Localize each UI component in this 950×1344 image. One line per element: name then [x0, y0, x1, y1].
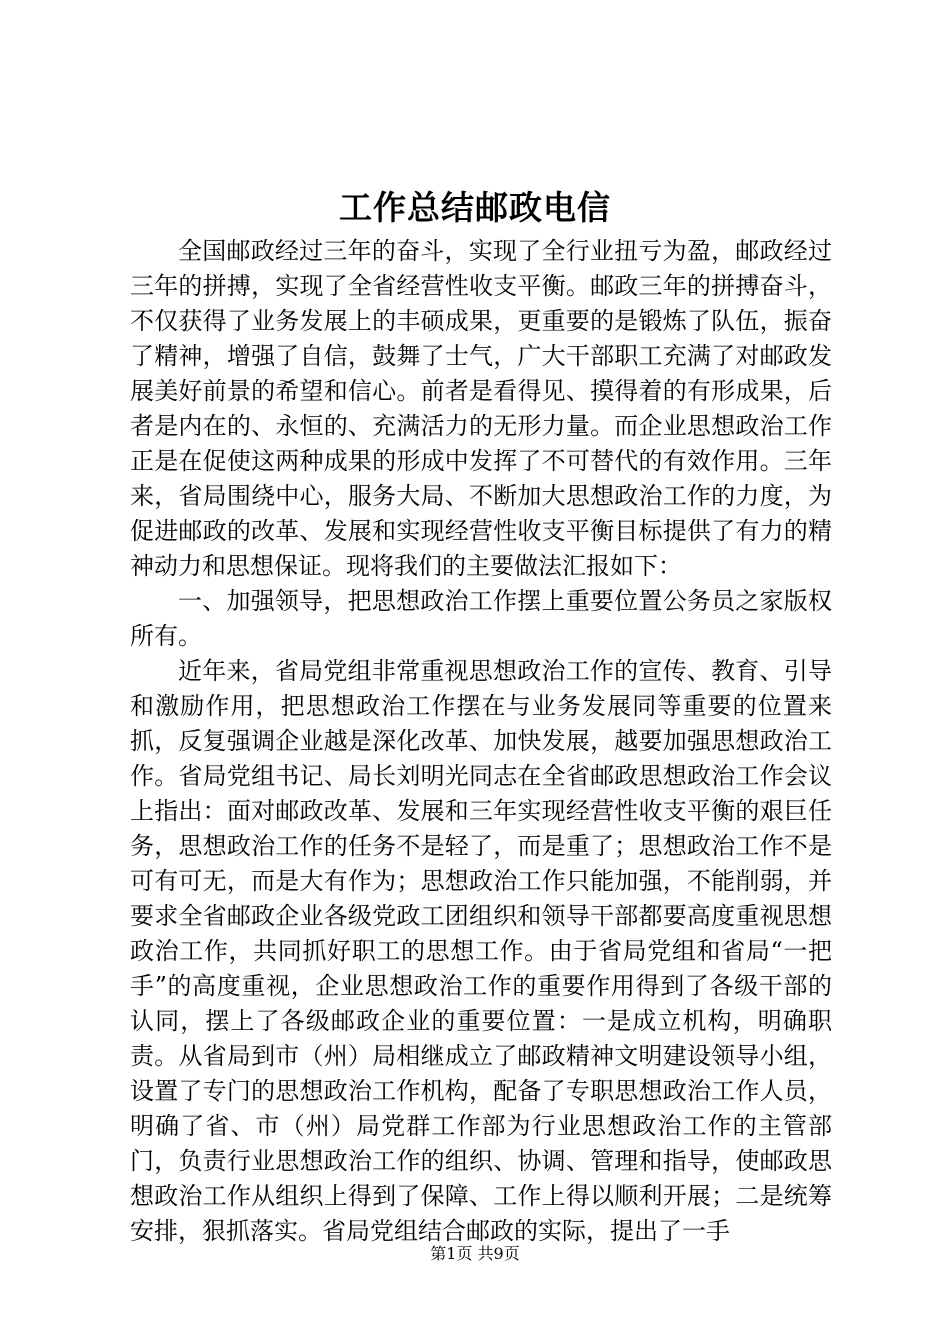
- body-paragraph: 全国邮政经过三年的奋斗，实现了全行业扭亏为盈，邮政经过三年的拼搏，实现了全省经营性收支平衡。邮政三年的拼搏奋斗，不仅获得了业务发展上的丰硕成果，更重要的是锻炼了队伍，振奋了精神，增强了自信，鼓舞了士气，广大干部职工充满了对邮政发展美好前景的希望和信心。前者是看得见、摸得着的有形成果，后者是内在的、永恒的、充满活力的无形力量。而企业思想政治工作正是在促使这两种成果的形成中发挥了不可替代的有效作用。三年来，省局围绕中心，服务大局、不断加大思想政治工作的力度，为促进邮政的改革、发展和实现经营性收支平衡目标提供了有力的精神动力和思想保证。现将我们的主要做法汇报如下：: [130, 237, 832, 580]
- document-title: 工作总结邮政电信: [339, 188, 611, 227]
- document-body: [130, 234, 832, 1249]
- body-paragraph: 近年来，省局党组非常重视思想政治工作的宣传、教育、引导和激励作用，把思想政治工作摆在与业务发展同等重要的位置来抓，反复强调企业越是深化改革、加快发展，越要加强思想政治工作。省局党组书记、局长刘明光同志在全省邮政思想政治工作会议上指出：面对邮政改革、发展和三年实现经营性收支平衡的艰巨任务，思想政治工作的任务不是轻了，而是重了；思想政治工作不是可有可无，而是大有作为；思想政治工作只能加强，不能削弱，并要求全省邮政企业各级党政工团组织和领导干部都要高度重视思想政治工作，共同抓好职工的思想工作。由于省局党组和省局“一把手”的高度重视，企业思想政治工作的重要作用得到了各级干部的认同，摆上了各级邮政企业的重要位置：一是成立机构，明确职责。从省局到市（州）局相继成立了邮政精神文明建设领导小组，设置了专门的思想政治工作机构，配备了专职思想政治工作人员，明确了省、市（州）局党群工作部为行业思想政治工作的主管部门，负责行业思想政治工作的组织、协调、管理和指导，使邮政思想政治工作从组织上得到了保障、工作上得以顺利开展；二是统筹安排，狠抓落实。省局党组结合邮政的实际，提出了一手: [130, 657, 832, 1245]
- body-paragraph: 一、加强领导，把思想政治工作摆上重要位置公务员之家版权所有。: [130, 587, 832, 650]
- page-footer: 第1页 共9页: [430, 1244, 520, 1263]
